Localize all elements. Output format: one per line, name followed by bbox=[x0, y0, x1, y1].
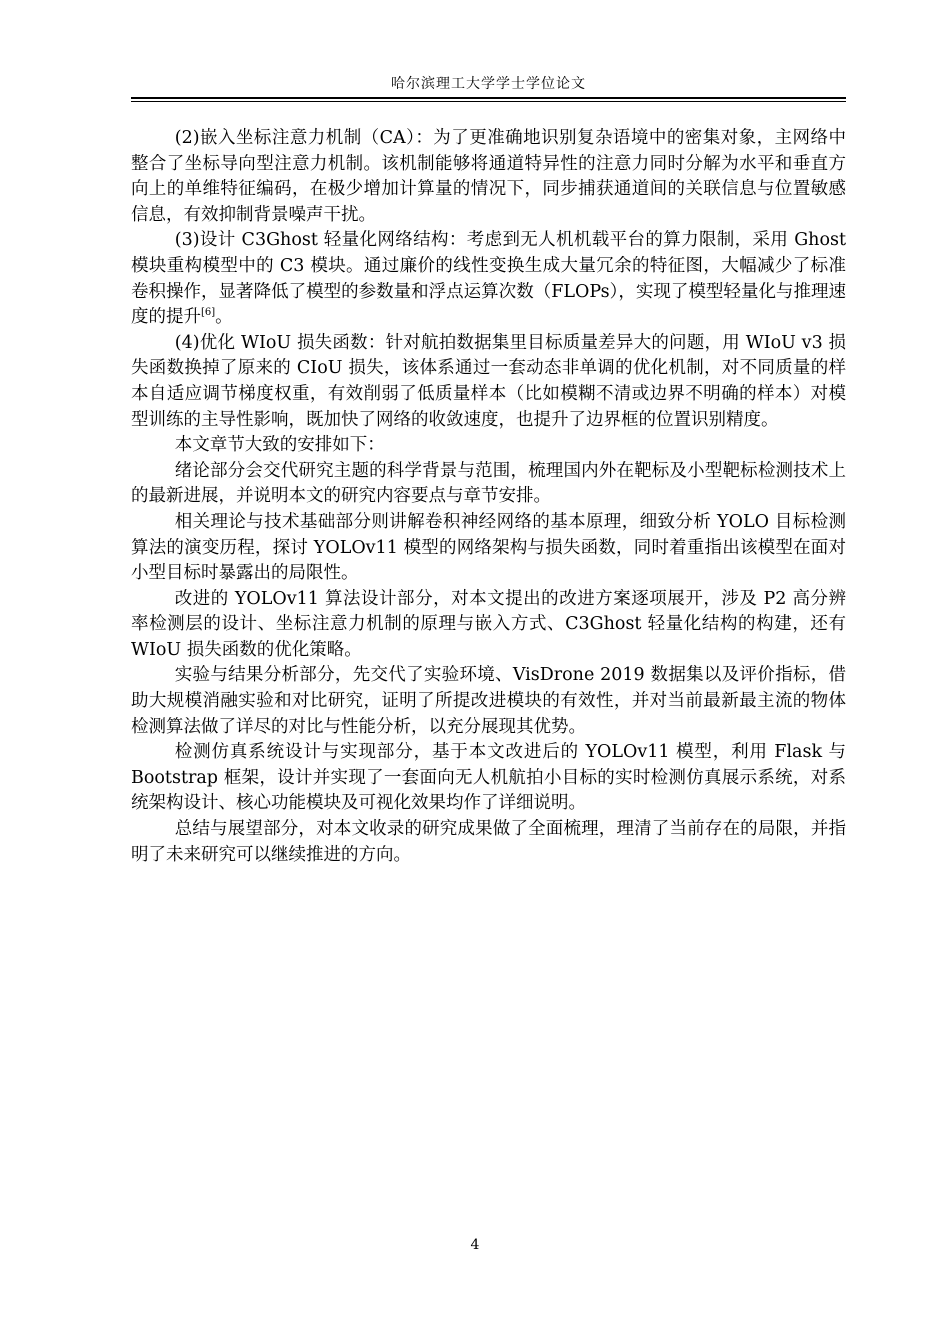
paragraph-system-chapter bbox=[131, 740, 846, 817]
paragraph-text: 总结与展望部分，对本文收录的研究成果做了全面梳理，理清了当前存在的局限，并指明了未来研究可以继续推进的方向。 bbox=[131, 819, 846, 865]
citation-ref: [6] bbox=[201, 307, 216, 319]
paragraph-conclusion-chapter bbox=[131, 817, 846, 868]
paragraph-wiou-loss bbox=[131, 331, 846, 433]
body-text bbox=[131, 126, 846, 868]
paragraph-text: (3)设计 C3Ghost 轻量化网络结构：考虑到无人机机载平台的算力限制，采用 Ghost 模块重构模型中的 C3 模块。通过廉价的线性变换生成大量冗余的特征图，大幅减少了标准卷积操作，显著降低了模型的参数量和浮点运算次数（FLOPs），实现了模型轻量化与推理速度的提升 bbox=[131, 230, 846, 328]
paragraph-algorithm-chapter bbox=[131, 587, 846, 664]
paragraph-experiment-chapter bbox=[131, 663, 846, 740]
paragraph-introduction-chapter bbox=[131, 459, 846, 510]
header-rule-thick bbox=[131, 97, 846, 99]
paragraph-coordinate-attention bbox=[131, 126, 846, 228]
paragraph-theory-chapter bbox=[131, 510, 846, 587]
paragraph-text: (2)嵌入坐标注意力机制（CA）：为了更准确地识别复杂语境中的密集对象，主网络中整合了坐标导向型注意力机制。该机制能够将通道特异性的注意力同时分解为水平和垂直方向上的单维特征编码，在极少增加计算量的情况下，同步捕获通道间的关联信息与位置敏感信息，有效抑制背景噪声干扰。 bbox=[131, 128, 846, 225]
paragraph-text: 绪论部分会交代研究主题的科学背景与范围，梳理国内外在靶标及小型靶标检测技术上的最新进展，并说明本文的研究内容要点与章节安排。 bbox=[131, 460, 846, 507]
paragraph-tail: 。 bbox=[215, 307, 233, 328]
running-header: 哈尔滨理工大学学士学位论文 bbox=[391, 76, 586, 92]
paragraph-chapter-intro bbox=[131, 433, 846, 459]
paragraph-text: 相关理论与技术基础部分则讲解卷积神经网络的基本原理，细致分析 YOLO 目标检测算法的演变历程，探讨 YOLOv11 模型的网络架构与损失函数，同时着重指出该模型在面对小型目标时暴露出的局限性。 bbox=[131, 511, 846, 584]
page-number: 4 bbox=[470, 1237, 480, 1253]
paragraph-text: 实验与结果分析部分，先交代了实验环境、VisDrone 2019 数据集以及评价指标，借助大规模消融实验和对比研究，证明了所提改进模块的有效性，并对当前最新最主流的物体检测算法做了详尽的对比与性能分析，以充分展现其优势。 bbox=[131, 665, 846, 737]
paragraph-text: (4)优化 WIoU 损失函数：针对航拍数据集里目标质量差异大的问题，用 WIoU v3 损失函数换掉了原来的 CIoU 损失，该体系通过一套动态非单调的优化机制，对不同质量的样本自适应调节梯度权重，有效削弱了低质量样本（比如模糊不清或边界不明确的样本）对模型训练的主导性影响，既加快了网络的收敛速度，也提升了边界框的位置识别精度。 bbox=[131, 332, 846, 430]
header-rule-thin bbox=[131, 101, 846, 102]
paragraph-text: 检测仿真系统设计与实现部分，基于本文改进后的 YOLOv11 模型，利用 Flask 与 Bootstrap 框架，设计并实现了一套面向无人机航拍小目标的实时检测仿真展示系统，对系统架构设计、核心功能模块及可视化效果均作了详细说明。 bbox=[131, 742, 846, 814]
paragraph-c3ghost bbox=[131, 228, 846, 330]
paragraph-text: 改进的 YOLOv11 算法设计部分，对本文提出的改进方案逐项展开，涉及 P2 高分辨率检测层的设计、坐标注意力机制的原理与嵌入方式、C3Ghost 轻量化结构的构建，还有 WIoU 损失函数的优化策略。 bbox=[131, 588, 846, 660]
paragraph-text: 本文章节大致的安排如下： bbox=[174, 435, 385, 456]
